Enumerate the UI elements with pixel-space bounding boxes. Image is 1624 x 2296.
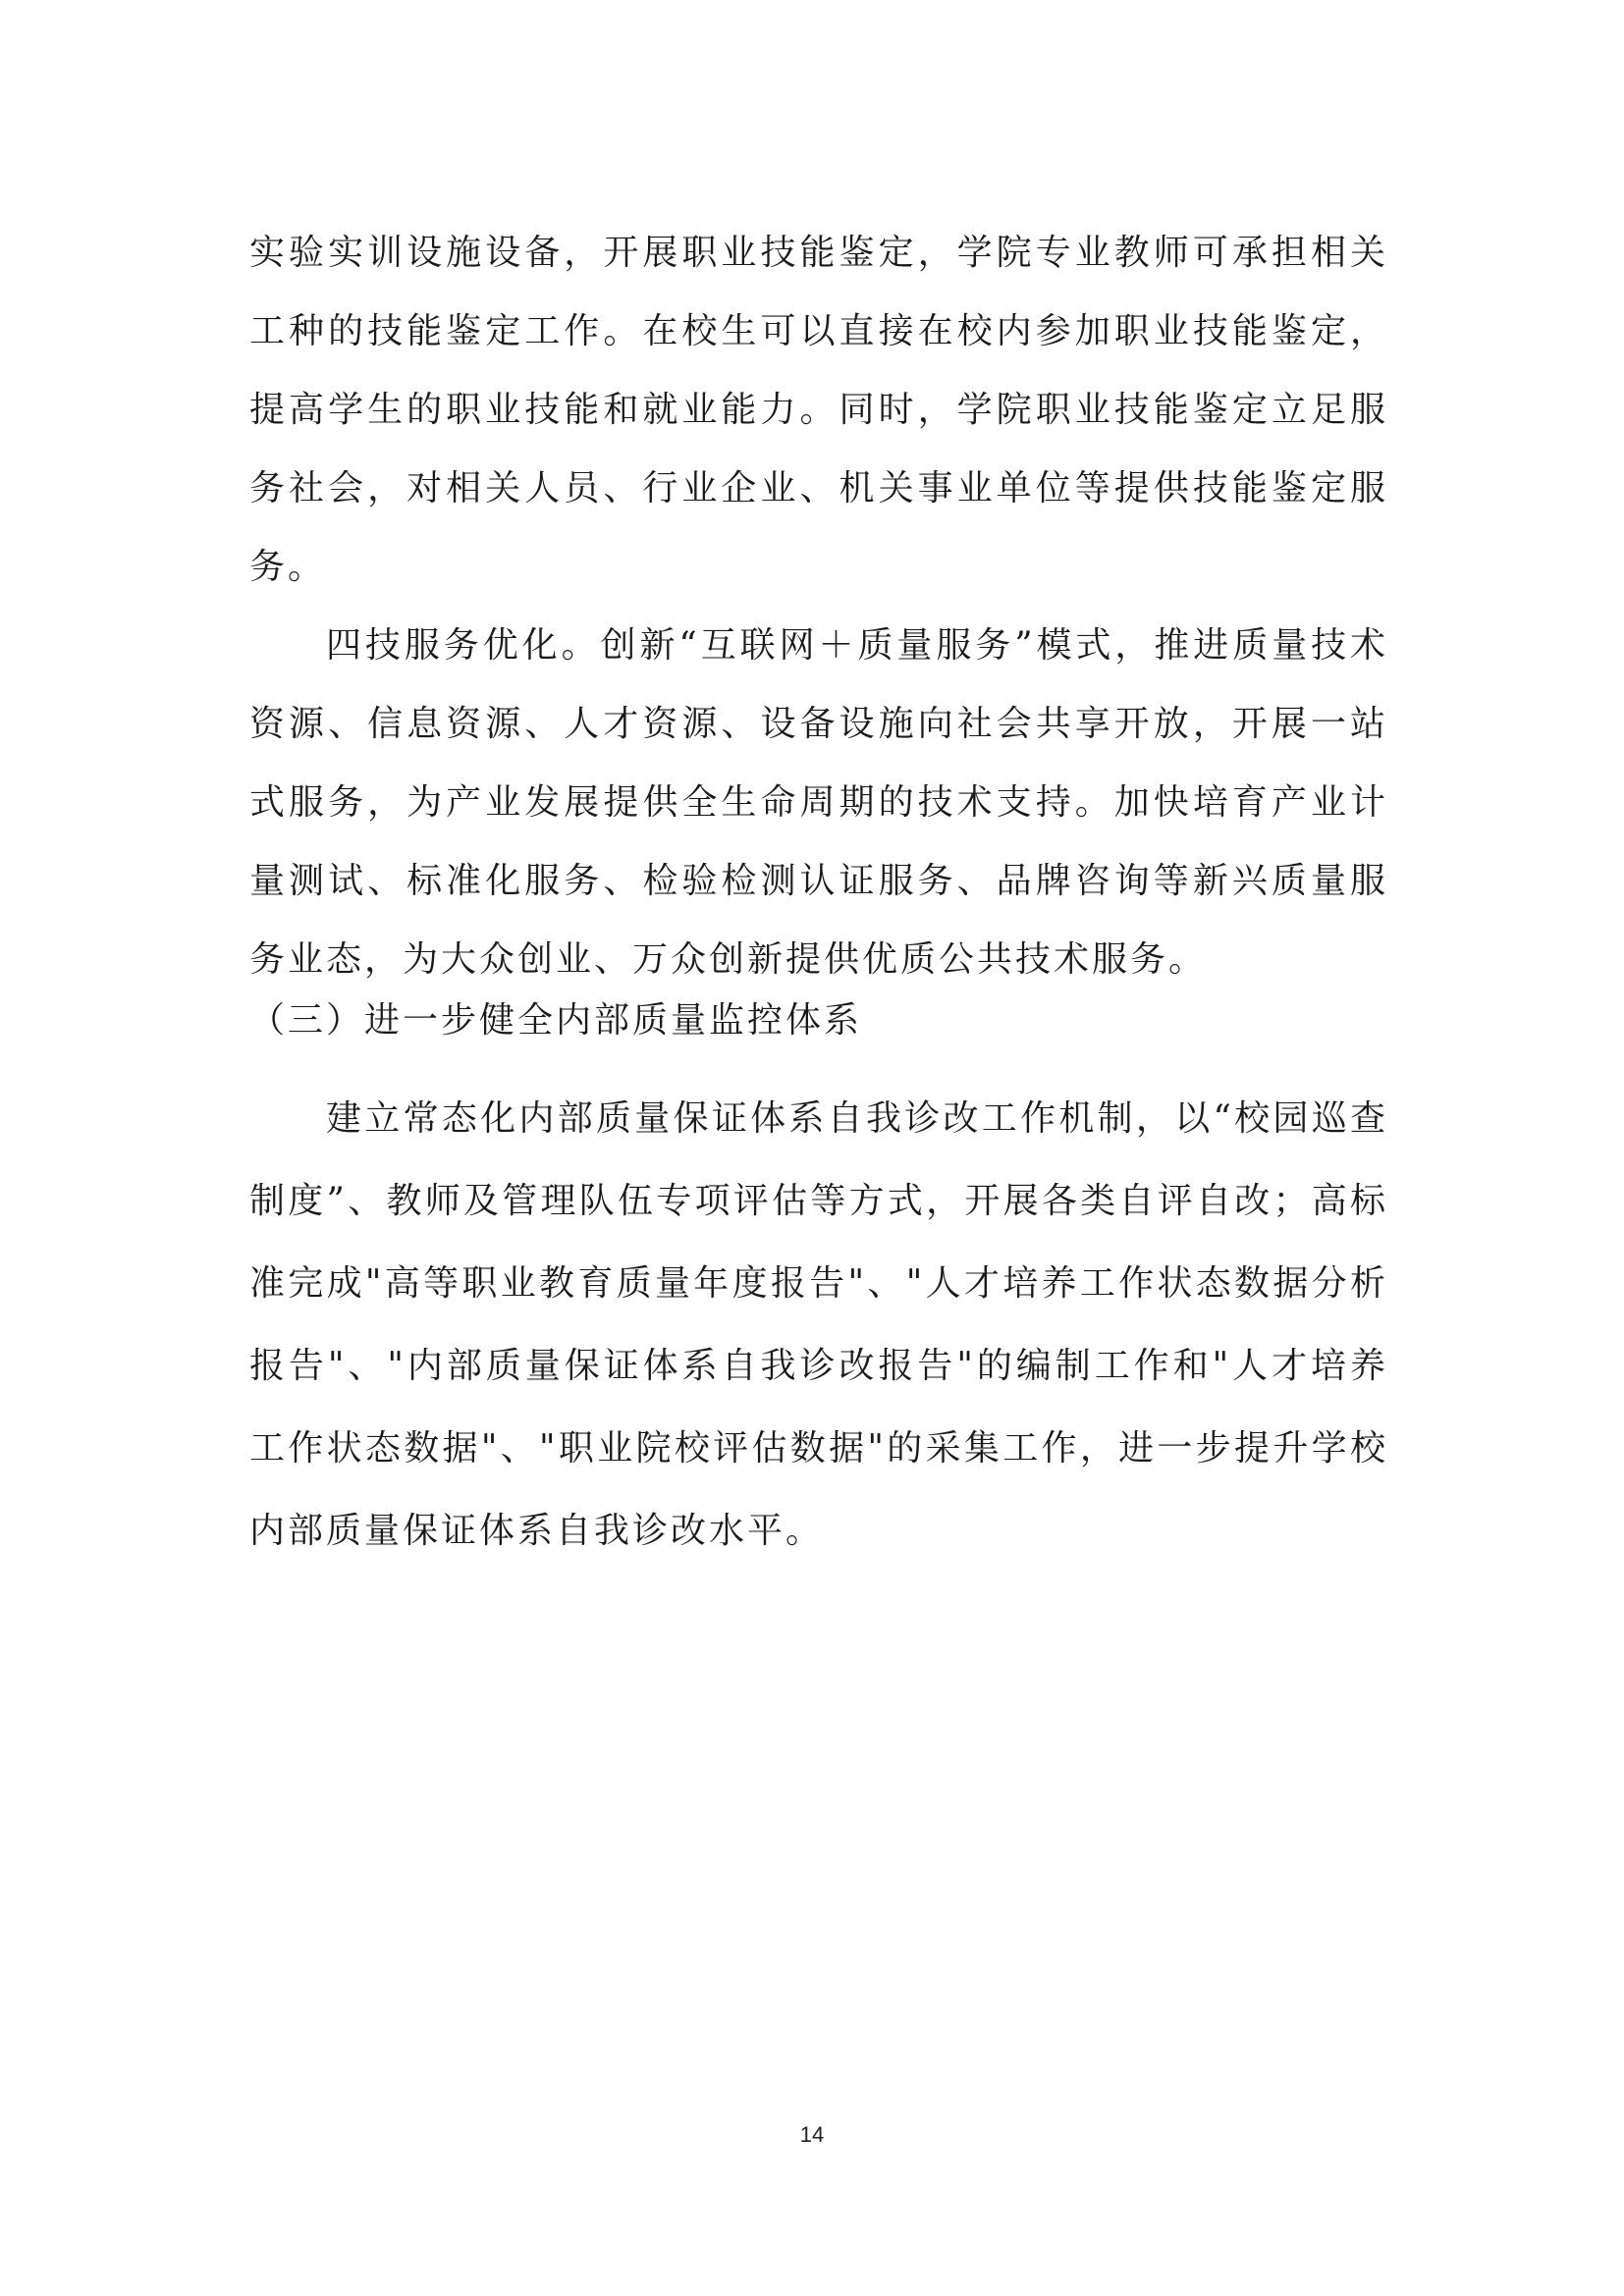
paragraph-quality-monitoring: 建立常态化内部质量保证体系自我诊改工作机制，以“校园巡查制度”、教师及管理队伍专项评估等方式，开展各类自评自改；高标准完成"高等职业教育质量年度报告"、"人才培养工作状态数据分析报告"、"内部质量保证体系自我诊改报告"的编制工作和"人才培养工作状态数据"、"职业院校评估数据"的采集工作，进一步提升学校内部质量保证体系自我诊改水平。 xyxy=(249,1098,1388,1551)
section-heading: （三）进一步健全内部质量监控体系 xyxy=(249,1000,863,1041)
page-number: 14 xyxy=(799,2122,825,2147)
paragraph-technical-services: 四技服务优化。创新“互联网＋质量服务”模式，推进质量技术资源、信息资源、人才资源、设备设施向社会共享开放，开展一站式服务，为产业发展提供全生命周期的技术支持。加快培育产业计量测试、标准化服务、检验检测认证服务、品牌咨询等新兴质量服务业态，为大众创业、万众创新提供优质公共技术服务。 xyxy=(249,625,1388,980)
text-block-upper xyxy=(249,214,1388,999)
paragraph-skill-appraisal: 实验实训设施设备，开展职业技能鉴定，学院专业教师可承担相关工种的技能鉴定工作。在校生可以直接在校内参加职业技能鉴定，提高学生的职业技能和就业能力。同时，学院职业技能鉴定立足服务社会，对相关人员、行业企业、机关事业单位等提供技能鉴定服务。 xyxy=(249,233,1388,587)
text-block-lower xyxy=(249,1078,1388,1573)
